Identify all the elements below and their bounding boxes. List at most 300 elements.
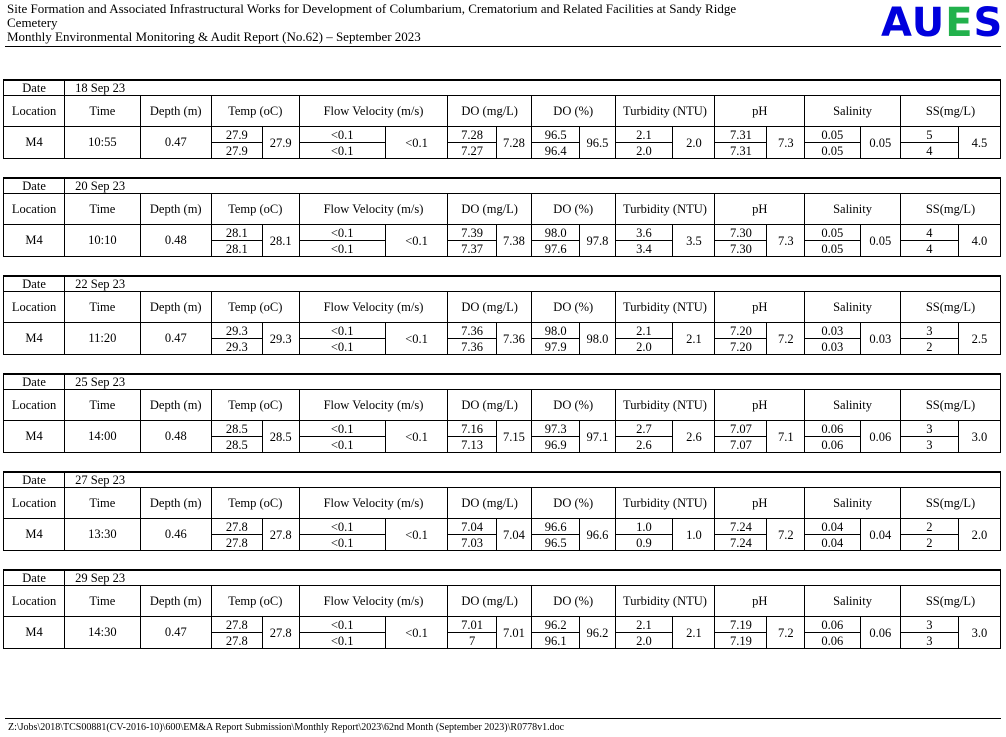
column-header-do-pct: DO (%) xyxy=(531,390,615,421)
do-mgl-average: 7.38 xyxy=(502,233,525,248)
column-header-temp: Temp (oC) xyxy=(211,292,299,323)
ss-cell xyxy=(900,617,1000,649)
do-mgl-average: 7.15 xyxy=(502,429,525,444)
column-header-flow: Flow Velocity (m/s) xyxy=(299,292,448,323)
temp-cell xyxy=(211,323,299,355)
do-pct-cell xyxy=(531,519,615,551)
do-pct-cell xyxy=(531,617,615,649)
do-pct-reading-2: 97.9 xyxy=(532,339,580,355)
column-header-ph: pH xyxy=(715,194,805,225)
flow-average: <0.1 xyxy=(405,233,428,248)
column-header-do-mgl: DO (mg/L) xyxy=(448,96,532,127)
column-header-turbidity: Turbidity (NTU) xyxy=(615,586,715,617)
location-value: M4 xyxy=(4,617,65,649)
ss-reading-1: 3 xyxy=(901,323,958,339)
flow-reading-2: <0.1 xyxy=(300,535,386,551)
column-header-salinity: Salinity xyxy=(805,292,901,323)
temp-average: 27.8 xyxy=(269,527,292,542)
column-header-ph: pH xyxy=(715,292,805,323)
temp-cell xyxy=(211,519,299,551)
turbidity-reading-2: 2.6 xyxy=(616,437,673,453)
column-header-temp: Temp (oC) xyxy=(211,488,299,519)
turbidity-reading-1: 3.6 xyxy=(616,225,673,241)
header-divider xyxy=(5,46,1001,47)
do-mgl-average: 7.04 xyxy=(502,527,525,542)
depth-value: 0.46 xyxy=(140,519,211,551)
salinity-reading-2: 0.04 xyxy=(805,535,860,551)
date-row-blank xyxy=(140,374,1000,390)
salinity-reading-1: 0.06 xyxy=(805,617,860,633)
turbidity-cell xyxy=(615,421,715,453)
do-pct-average: 97.1 xyxy=(586,429,609,444)
ss-reading-2: 2 xyxy=(901,535,958,551)
temp-reading-1: 27.9 xyxy=(212,127,262,143)
salinity-average: 0.06 xyxy=(869,429,892,444)
salinity-cell xyxy=(805,519,901,551)
column-header-depth: Depth (m) xyxy=(140,390,211,421)
flow-reading-1: <0.1 xyxy=(300,519,386,535)
table-row xyxy=(4,127,1001,159)
do-mgl-reading-2: 7 xyxy=(448,633,496,649)
flow-reading-1: <0.1 xyxy=(300,617,386,633)
do-mgl-reading-1: 7.04 xyxy=(448,519,496,535)
column-header-salinity: Salinity xyxy=(805,390,901,421)
time-value: 11:20 xyxy=(65,323,140,355)
salinity-reading-2: 0.06 xyxy=(805,633,860,649)
turbidity-cell xyxy=(615,519,715,551)
do-mgl-reading-2: 7.13 xyxy=(448,437,496,453)
do-mgl-reading-2: 7.36 xyxy=(448,339,496,355)
turbidity-average: 2.1 xyxy=(686,625,702,640)
column-header-ph: pH xyxy=(715,488,805,519)
flow-reading-2: <0.1 xyxy=(300,241,386,257)
column-header-ph: pH xyxy=(715,390,805,421)
column-header-do-pct: DO (%) xyxy=(531,586,615,617)
column-header-turbidity: Turbidity (NTU) xyxy=(615,488,715,519)
ss-reading-2: 4 xyxy=(901,143,958,159)
salinity-average: 0.04 xyxy=(869,527,892,542)
salinity-cell xyxy=(805,617,901,649)
do-pct-cell xyxy=(531,323,615,355)
flow-reading-2: <0.1 xyxy=(300,633,386,649)
column-header-temp: Temp (oC) xyxy=(211,96,299,127)
date-row-blank xyxy=(140,472,1000,488)
date-label: Date xyxy=(4,178,65,194)
ph-average: 7.3 xyxy=(777,135,794,150)
flow-reading-2: <0.1 xyxy=(300,437,386,453)
ph-average: 7.2 xyxy=(777,331,794,346)
ph-reading-2: 7.30 xyxy=(715,241,766,257)
do-mgl-reading-1: 7.39 xyxy=(448,225,496,241)
depth-value: 0.47 xyxy=(140,127,211,159)
turbidity-average: 2.1 xyxy=(686,331,702,346)
time-value: 13:30 xyxy=(65,519,140,551)
temp-cell xyxy=(211,617,299,649)
do-pct-cell xyxy=(531,127,615,159)
column-header-location: Location xyxy=(4,488,65,519)
column-header-depth: Depth (m) xyxy=(140,488,211,519)
column-header-turbidity: Turbidity (NTU) xyxy=(615,96,715,127)
do-mgl-reading-2: 7.27 xyxy=(448,143,496,159)
date-label: Date xyxy=(4,276,65,292)
column-header-ss: SS(mg/L) xyxy=(900,488,1000,519)
turbidity-average: 2.6 xyxy=(686,429,702,444)
ph-reading-1: 7.20 xyxy=(715,323,766,339)
table-row xyxy=(4,519,1001,551)
temp-average: 27.8 xyxy=(269,625,292,640)
column-header-time: Time xyxy=(65,488,140,519)
ph-average: 7.2 xyxy=(777,527,794,542)
do-pct-average: 96.2 xyxy=(586,625,609,640)
salinity-reading-1: 0.05 xyxy=(805,127,860,143)
do-pct-reading-2: 96.1 xyxy=(532,633,580,649)
date-value: 27 Sep 23 xyxy=(65,472,140,488)
turbidity-cell xyxy=(615,127,715,159)
column-header-time: Time xyxy=(65,390,140,421)
salinity-average: 0.05 xyxy=(869,233,892,248)
ph-cell xyxy=(715,519,805,551)
ss-reading-1: 2 xyxy=(901,519,958,535)
date-value: 20 Sep 23 xyxy=(65,178,140,194)
column-header-location: Location xyxy=(4,586,65,617)
location-value: M4 xyxy=(4,127,65,159)
column-header-temp: Temp (oC) xyxy=(211,390,299,421)
do-mgl-reading-2: 7.03 xyxy=(448,535,496,551)
do-pct-cell xyxy=(531,421,615,453)
column-header-do-pct: DO (%) xyxy=(531,292,615,323)
column-header-flow: Flow Velocity (m/s) xyxy=(299,194,448,225)
do-pct-reading-1: 96.5 xyxy=(532,127,580,143)
temp-reading-1: 27.8 xyxy=(212,617,262,633)
monitoring-day-table xyxy=(3,177,1001,257)
column-header-ss: SS(mg/L) xyxy=(900,96,1000,127)
flow-cell xyxy=(299,323,448,355)
do-mgl-cell xyxy=(448,225,532,257)
aues-logo: AUES xyxy=(881,0,1004,46)
ph-reading-2: 7.24 xyxy=(715,535,766,551)
column-header-flow: Flow Velocity (m/s) xyxy=(299,586,448,617)
do-pct-reading-1: 97.3 xyxy=(532,421,580,437)
column-header-do-mgl: DO (mg/L) xyxy=(448,390,532,421)
location-value: M4 xyxy=(4,323,65,355)
column-header-do-mgl: DO (mg/L) xyxy=(448,292,532,323)
ph-reading-1: 7.07 xyxy=(715,421,766,437)
column-header-flow: Flow Velocity (m/s) xyxy=(299,390,448,421)
turbidity-reading-2: 2.0 xyxy=(616,339,673,355)
time-value: 14:00 xyxy=(65,421,140,453)
ss-reading-1: 5 xyxy=(901,127,958,143)
ph-average: 7.1 xyxy=(777,429,794,444)
column-header-ss: SS(mg/L) xyxy=(900,194,1000,225)
ss-cell xyxy=(900,323,1000,355)
ph-reading-1: 7.24 xyxy=(715,519,766,535)
footer-divider xyxy=(5,718,1001,719)
salinity-reading-1: 0.05 xyxy=(805,225,860,241)
column-header-ss: SS(mg/L) xyxy=(900,390,1000,421)
flow-cell xyxy=(299,617,448,649)
ss-average: 3.0 xyxy=(971,429,988,444)
column-header-do-pct: DO (%) xyxy=(531,194,615,225)
column-header-temp: Temp (oC) xyxy=(211,194,299,225)
monitoring-day-table xyxy=(3,373,1001,453)
flow-average: <0.1 xyxy=(405,527,428,542)
ss-average: 4.0 xyxy=(971,233,988,248)
location-value: M4 xyxy=(4,519,65,551)
ph-cell xyxy=(715,225,805,257)
ss-average: 4.5 xyxy=(971,135,988,150)
do-mgl-average: 7.36 xyxy=(502,331,525,346)
date-row-blank xyxy=(140,80,1000,96)
flow-reading-1: <0.1 xyxy=(300,127,386,143)
column-header-depth: Depth (m) xyxy=(140,292,211,323)
do-mgl-cell xyxy=(448,421,532,453)
column-header-ss: SS(mg/L) xyxy=(900,586,1000,617)
ph-average: 7.3 xyxy=(777,233,794,248)
turbidity-cell xyxy=(615,225,715,257)
date-label: Date xyxy=(4,472,65,488)
date-row-blank xyxy=(140,570,1000,586)
do-mgl-reading-1: 7.28 xyxy=(448,127,496,143)
flow-reading-1: <0.1 xyxy=(300,323,386,339)
do-mgl-reading-1: 7.16 xyxy=(448,421,496,437)
temp-reading-1: 29.3 xyxy=(212,323,262,339)
monitoring-day-table xyxy=(3,79,1001,159)
column-header-do-mgl: DO (mg/L) xyxy=(448,586,532,617)
column-header-depth: Depth (m) xyxy=(140,586,211,617)
ph-reading-2: 7.07 xyxy=(715,437,766,453)
temp-average: 29.3 xyxy=(269,331,292,346)
turbidity-cell xyxy=(615,323,715,355)
turbidity-reading-1: 2.1 xyxy=(616,323,673,339)
location-value: M4 xyxy=(4,421,65,453)
column-header-location: Location xyxy=(4,292,65,323)
column-header-time: Time xyxy=(65,194,140,225)
ph-reading-2: 7.20 xyxy=(715,339,766,355)
do-mgl-cell xyxy=(448,323,532,355)
turbidity-average: 2.0 xyxy=(686,135,702,150)
date-row-blank xyxy=(140,178,1000,194)
salinity-reading-2: 0.05 xyxy=(805,143,860,159)
salinity-average: 0.06 xyxy=(869,625,892,640)
salinity-average: 0.05 xyxy=(869,135,892,150)
depth-value: 0.48 xyxy=(140,421,211,453)
salinity-reading-2: 0.03 xyxy=(805,339,860,355)
column-header-salinity: Salinity xyxy=(805,194,901,225)
salinity-reading-1: 0.04 xyxy=(805,519,860,535)
column-header-do-mgl: DO (mg/L) xyxy=(448,488,532,519)
do-pct-average: 97.8 xyxy=(586,233,609,248)
date-value: 29 Sep 23 xyxy=(65,570,140,586)
do-pct-average: 98.0 xyxy=(586,331,609,346)
turbidity-reading-2: 2.0 xyxy=(616,633,673,649)
column-header-temp: Temp (oC) xyxy=(211,586,299,617)
column-header-salinity: Salinity xyxy=(805,488,901,519)
do-pct-reading-1: 96.6 xyxy=(532,519,580,535)
salinity-cell xyxy=(805,323,901,355)
ss-average: 2.0 xyxy=(971,527,988,542)
column-header-ss: SS(mg/L) xyxy=(900,292,1000,323)
do-pct-reading-2: 96.9 xyxy=(532,437,580,453)
ph-reading-2: 7.19 xyxy=(715,633,766,649)
do-mgl-cell xyxy=(448,519,532,551)
time-value: 10:55 xyxy=(65,127,140,159)
ph-cell xyxy=(715,127,805,159)
date-label: Date xyxy=(4,374,65,390)
column-header-do-pct: DO (%) xyxy=(531,488,615,519)
salinity-reading-1: 0.03 xyxy=(805,323,860,339)
do-pct-reading-1: 96.2 xyxy=(532,617,580,633)
ph-reading-1: 7.31 xyxy=(715,127,766,143)
temp-average: 28.5 xyxy=(269,429,292,444)
ss-average: 2.5 xyxy=(971,331,988,346)
turbidity-reading-1: 2.1 xyxy=(616,617,673,633)
do-mgl-reading-1: 7.36 xyxy=(448,323,496,339)
column-header-salinity: Salinity xyxy=(805,96,901,127)
ss-cell xyxy=(900,225,1000,257)
report-title-line2: Cemetery xyxy=(7,15,58,30)
salinity-reading-2: 0.06 xyxy=(805,437,860,453)
temp-reading-2: 29.3 xyxy=(212,339,262,355)
report-title-line1: Site Formation and Associated Infrastructural Works for Development of Columbarium, Crematorium and Related Facilities at Sandy Ridge xyxy=(7,1,737,16)
flow-average: <0.1 xyxy=(405,625,428,640)
ph-cell xyxy=(715,617,805,649)
date-value: 22 Sep 23 xyxy=(65,276,140,292)
column-header-flow: Flow Velocity (m/s) xyxy=(299,96,448,127)
flow-reading-2: <0.1 xyxy=(300,339,386,355)
temp-cell xyxy=(211,127,299,159)
monitoring-day-table xyxy=(3,569,1001,649)
ss-reading-1: 3 xyxy=(901,617,958,633)
do-mgl-reading-2: 7.37 xyxy=(448,241,496,257)
temp-reading-2: 28.1 xyxy=(212,241,262,257)
depth-value: 0.48 xyxy=(140,225,211,257)
do-pct-reading-2: 97.6 xyxy=(532,241,580,257)
turbidity-reading-1: 2.7 xyxy=(616,421,673,437)
table-row xyxy=(4,323,1001,355)
ph-reading-1: 7.30 xyxy=(715,225,766,241)
table-row xyxy=(4,617,1001,649)
column-header-salinity: Salinity xyxy=(805,586,901,617)
column-header-turbidity: Turbidity (NTU) xyxy=(615,194,715,225)
do-pct-cell xyxy=(531,225,615,257)
temp-reading-1: 28.5 xyxy=(212,421,262,437)
temp-reading-1: 28.1 xyxy=(212,225,262,241)
date-value: 18 Sep 23 xyxy=(65,80,140,96)
column-header-turbidity: Turbidity (NTU) xyxy=(615,292,715,323)
report-title xyxy=(7,2,867,44)
turbidity-average: 3.5 xyxy=(686,233,702,248)
ph-reading-1: 7.19 xyxy=(715,617,766,633)
column-header-location: Location xyxy=(4,96,65,127)
column-header-location: Location xyxy=(4,194,65,225)
flow-reading-1: <0.1 xyxy=(300,421,386,437)
column-header-do-pct: DO (%) xyxy=(531,96,615,127)
ss-average: 3.0 xyxy=(971,625,988,640)
ph-cell xyxy=(715,421,805,453)
ss-reading-1: 4 xyxy=(901,225,958,241)
flow-average: <0.1 xyxy=(405,429,428,444)
table-row xyxy=(4,225,1001,257)
temp-reading-2: 27.9 xyxy=(212,143,262,159)
ss-cell xyxy=(900,519,1000,551)
table-row xyxy=(4,421,1001,453)
column-header-flow: Flow Velocity (m/s) xyxy=(299,488,448,519)
time-value: 14:30 xyxy=(65,617,140,649)
monitoring-day-table xyxy=(3,275,1001,355)
flow-average: <0.1 xyxy=(405,135,428,150)
ss-reading-1: 3 xyxy=(901,421,958,437)
column-header-do-mgl: DO (mg/L) xyxy=(448,194,532,225)
column-header-turbidity: Turbidity (NTU) xyxy=(615,390,715,421)
salinity-reading-1: 0.06 xyxy=(805,421,860,437)
location-value: M4 xyxy=(4,225,65,257)
flow-cell xyxy=(299,127,448,159)
ss-cell xyxy=(900,127,1000,159)
column-header-time: Time xyxy=(65,586,140,617)
turbidity-reading-2: 0.9 xyxy=(616,535,673,551)
salinity-cell xyxy=(805,127,901,159)
temp-average: 28.1 xyxy=(269,233,292,248)
do-mgl-cell xyxy=(448,127,532,159)
temp-reading-2: 27.8 xyxy=(212,633,262,649)
report-title-line3: Monthly Environmental Monitoring & Audit Report (No.62) – September 2023 xyxy=(7,29,421,44)
flow-cell xyxy=(299,421,448,453)
temp-cell xyxy=(211,225,299,257)
do-mgl-cell xyxy=(448,617,532,649)
column-header-ph: pH xyxy=(715,586,805,617)
flow-cell xyxy=(299,519,448,551)
ss-reading-2: 2 xyxy=(901,339,958,355)
ph-average: 7.2 xyxy=(777,625,794,640)
turbidity-cell xyxy=(615,617,715,649)
depth-value: 0.47 xyxy=(140,323,211,355)
date-value: 25 Sep 23 xyxy=(65,374,140,390)
ph-cell xyxy=(715,323,805,355)
column-header-location: Location xyxy=(4,390,65,421)
date-row-blank xyxy=(140,276,1000,292)
salinity-cell xyxy=(805,225,901,257)
ss-cell xyxy=(900,421,1000,453)
turbidity-reading-2: 2.0 xyxy=(616,143,673,159)
flow-cell xyxy=(299,225,448,257)
column-header-depth: Depth (m) xyxy=(140,96,211,127)
temp-cell xyxy=(211,421,299,453)
date-label: Date xyxy=(4,80,65,96)
time-value: 10:10 xyxy=(65,225,140,257)
turbidity-average: 1.0 xyxy=(686,527,702,542)
ss-reading-2: 3 xyxy=(901,633,958,649)
do-mgl-reading-1: 7.01 xyxy=(448,617,496,633)
temp-reading-2: 27.8 xyxy=(212,535,262,551)
column-header-depth: Depth (m) xyxy=(140,194,211,225)
do-pct-average: 96.5 xyxy=(586,135,609,150)
do-mgl-average: 7.01 xyxy=(502,625,525,640)
do-pct-reading-1: 98.0 xyxy=(532,323,580,339)
temp-reading-2: 28.5 xyxy=(212,437,262,453)
ss-reading-2: 3 xyxy=(901,437,958,453)
do-pct-reading-2: 96.5 xyxy=(532,535,580,551)
monitoring-day-table xyxy=(3,471,1001,551)
salinity-cell xyxy=(805,421,901,453)
flow-reading-1: <0.1 xyxy=(300,225,386,241)
do-pct-average: 96.6 xyxy=(586,527,609,542)
flow-average: <0.1 xyxy=(405,331,428,346)
ss-reading-2: 4 xyxy=(901,241,958,257)
do-pct-reading-1: 98.0 xyxy=(532,225,580,241)
turbidity-reading-1: 1.0 xyxy=(616,519,673,535)
flow-reading-2: <0.1 xyxy=(300,143,386,159)
column-header-time: Time xyxy=(65,292,140,323)
